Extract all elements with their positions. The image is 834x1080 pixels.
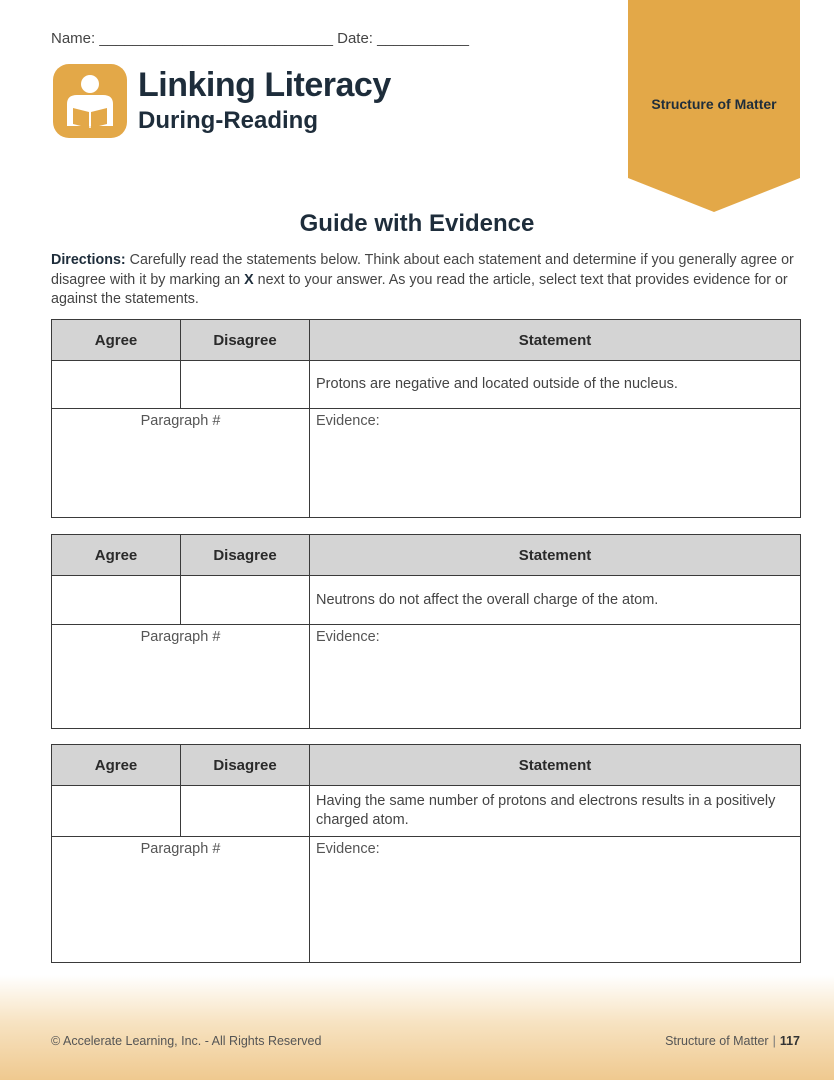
paragraph-cell[interactable]: Paragraph #: [52, 837, 310, 963]
statement-header: Statement: [310, 320, 801, 361]
date-label: Date:: [337, 30, 373, 47]
evidence-cell[interactable]: Evidence:: [310, 409, 801, 518]
statement-text: Having the same number of protons and electrons results in a positively charged atom.: [310, 786, 801, 837]
directions-label: Directions:: [51, 252, 126, 268]
evidence-cell[interactable]: Evidence:: [310, 625, 801, 729]
disagree-header: Disagree: [181, 320, 310, 361]
statement-table-1: [51, 319, 801, 518]
agree-cell[interactable]: [52, 786, 181, 837]
agree-header: Agree: [52, 535, 181, 576]
statement-table-3: [51, 744, 801, 963]
name-label: Name:: [51, 30, 96, 47]
brand-title: Linking Literacy: [138, 66, 391, 104]
evidence-cell[interactable]: Evidence:: [310, 837, 801, 963]
page-title: Guide with Evidence: [299, 210, 535, 237]
footer-band: [0, 975, 834, 1080]
directions: [51, 251, 803, 310]
directions-text-2: next to your answer. As you read the article, select text that provides evidence for or against the statements.: [51, 271, 788, 307]
agree-cell[interactable]: [52, 576, 181, 625]
statement-text: Protons are negative and located outside of the nucleus.: [310, 361, 801, 409]
statement-header: Statement: [310, 745, 801, 786]
name-date-line: [51, 30, 469, 47]
footer-topic: Structure of Matter: [665, 1034, 769, 1048]
banner-topic-label: Structure of Matter: [651, 96, 777, 112]
disagree-header: Disagree: [181, 745, 310, 786]
footer-copyright: © Accelerate Learning, Inc. - All Rights Reserved: [51, 1034, 322, 1048]
footer-separator: |: [772, 1034, 776, 1048]
page-number: 117: [779, 1034, 800, 1048]
disagree-header: Disagree: [181, 535, 310, 576]
disagree-cell[interactable]: [181, 786, 310, 837]
agree-header: Agree: [52, 745, 181, 786]
disagree-cell[interactable]: [181, 576, 310, 625]
statement-header: Statement: [310, 535, 801, 576]
statement-table-2: [51, 534, 801, 729]
paragraph-cell[interactable]: Paragraph #: [52, 625, 310, 729]
directions-mark: X: [244, 271, 254, 288]
agree-cell[interactable]: [52, 361, 181, 409]
name-field[interactable]: ____________________________: [99, 30, 333, 47]
brand-subtitle: During-Reading: [138, 107, 318, 134]
disagree-cell[interactable]: [181, 361, 310, 409]
footer-page-info: [665, 1034, 800, 1048]
agree-header: Agree: [52, 320, 181, 361]
directions-text-1: Carefully read the statements below. Think about each statement and determine if you generally agree or disagree with it by marking an: [51, 252, 794, 288]
reader-book-icon: [53, 64, 127, 138]
statement-text: Neutrons do not affect the overall charge of the atom.: [310, 576, 801, 625]
date-field[interactable]: ___________: [377, 30, 469, 47]
paragraph-cell[interactable]: Paragraph #: [52, 409, 310, 518]
